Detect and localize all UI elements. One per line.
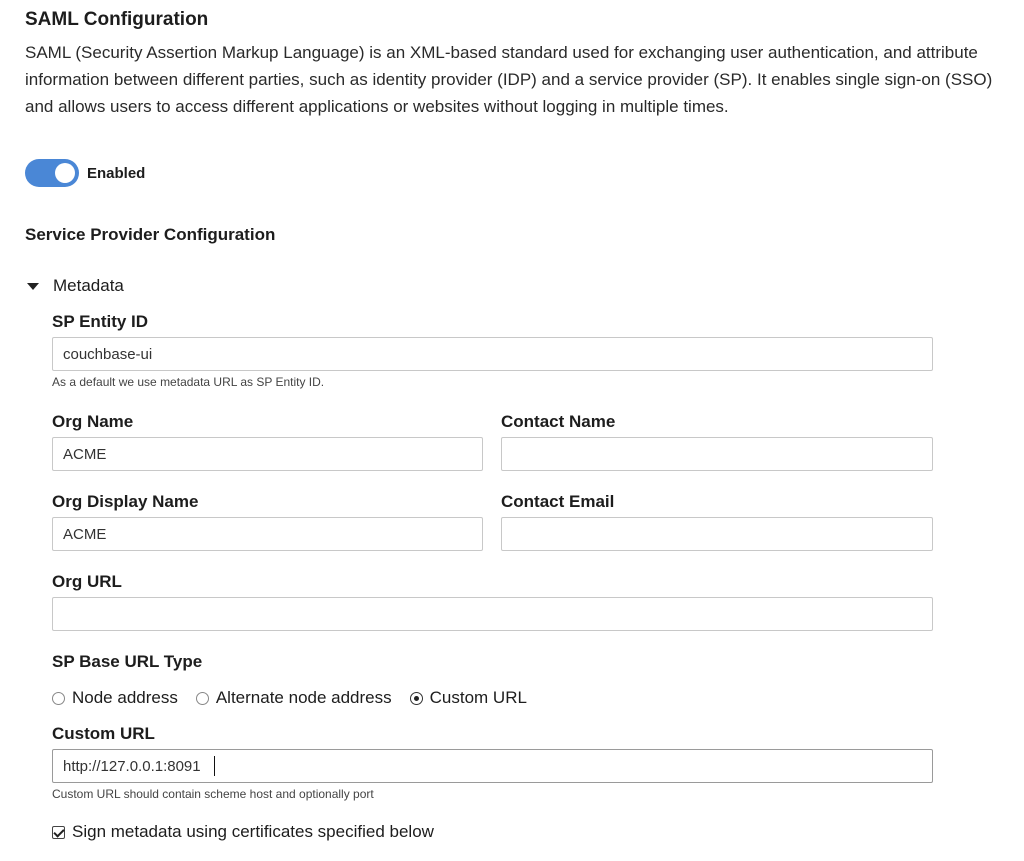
radio-button[interactable] (196, 692, 209, 705)
contact-email-label: Contact Email (501, 492, 615, 511)
saml-config-page (25, 8, 1005, 841)
org-name-label: Org Name (52, 412, 134, 431)
metadata-label: Metadata (53, 276, 124, 295)
metadata-disclosure[interactable] (25, 276, 124, 296)
radio-button-selected[interactable] (410, 692, 423, 705)
text-cursor (214, 756, 215, 776)
contact-name-label: Contact Name (501, 412, 616, 431)
radio-label: Node address (72, 688, 178, 707)
checkbox-checked-icon[interactable] (52, 826, 65, 839)
caret-down-icon (27, 283, 39, 290)
base-url-type-label: SP Base URL Type (52, 652, 203, 671)
org-display-name-label: Org Display Name (52, 492, 199, 511)
sp-entity-id-help: As a default we use metadata URL as SP Entity ID. (52, 375, 325, 389)
radio-label: Alternate node address (215, 688, 392, 707)
contact-name-input[interactable] (501, 437, 933, 471)
page-title: SAML Configuration (25, 9, 209, 30)
radio-node-address[interactable] (52, 688, 178, 708)
custom-url-help: Custom URL should contain scheme host and optionally port (52, 787, 374, 801)
sp-config-title: Service Provider Configuration (25, 225, 276, 244)
org-display-name-input[interactable] (52, 517, 483, 551)
radio-alternate-node-address[interactable] (196, 688, 392, 708)
sign-metadata-option[interactable] (52, 822, 434, 842)
org-url-input[interactable] (52, 597, 933, 631)
org-url-label: Org URL (52, 572, 122, 591)
contact-email-input[interactable] (501, 517, 933, 551)
custom-url-input[interactable] (52, 749, 933, 783)
enabled-toggle[interactable] (25, 159, 79, 187)
org-name-input[interactable] (52, 437, 483, 471)
base-url-type-radios (52, 688, 545, 708)
custom-url-label: Custom URL (52, 724, 155, 743)
radio-button[interactable] (52, 692, 65, 705)
sp-entity-id-label: SP Entity ID (52, 312, 149, 331)
sp-entity-id-input[interactable] (52, 337, 933, 371)
radio-custom-url[interactable] (410, 688, 527, 708)
sign-metadata-label: Sign metadata using certificates specified below (72, 822, 434, 841)
page-description: SAML (Security Assertion Markup Language) is an XML-based standard used for exchanging user authentication, and attribute information between different parties, such as identity provider (IDP) and a service provider (SP). It enables single sign-on (SSO) and allows users to access different applications or websites without logging in multiple times. (25, 43, 993, 116)
radio-label: Custom URL (429, 688, 527, 707)
enabled-toggle-row (25, 159, 145, 187)
enabled-toggle-label: Enabled (87, 164, 146, 182)
toggle-knob (55, 163, 75, 183)
